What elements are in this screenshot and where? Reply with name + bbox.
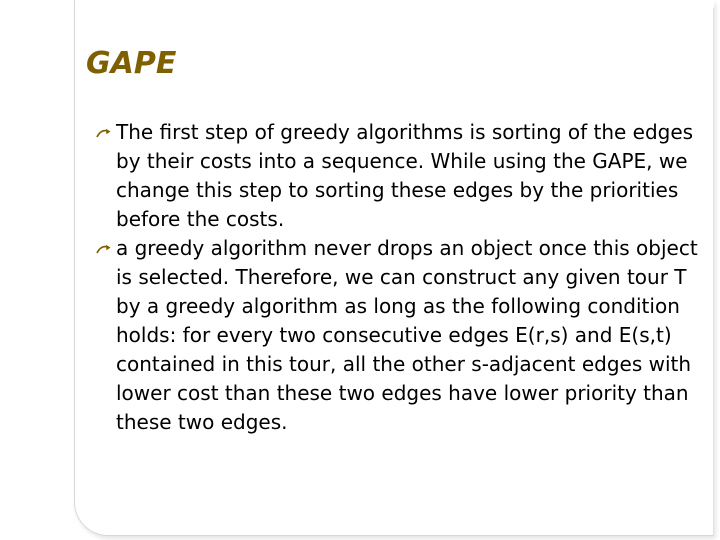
bullet-text-1: The first step of greedy algorithms is sorting of the edges by their costs into a sequence. While using the GAPE, we change this step to sorting these edges by the priorities before the costs. [116,120,694,231]
bullet-item-2 [96,234,706,437]
bullet-item-1 [96,118,706,234]
curved-arrow-bullet-icon [96,128,112,139]
curved-arrow-bullet-icon [96,244,112,255]
slide-title: GAPE [86,46,177,81]
bullet-list [96,118,706,437]
bullet-text-2: a greedy algorithm never drops an object once this object is selected. Therefore, we can construct any given tour T by a greedy algorithm as long as the following condition holds: for every two consecutive edges E(r,s) and E(s,t) contained in this tour, all the other s-adjacent edges with lower cost than these two edges have lower priority than these two edges. [116,236,698,434]
